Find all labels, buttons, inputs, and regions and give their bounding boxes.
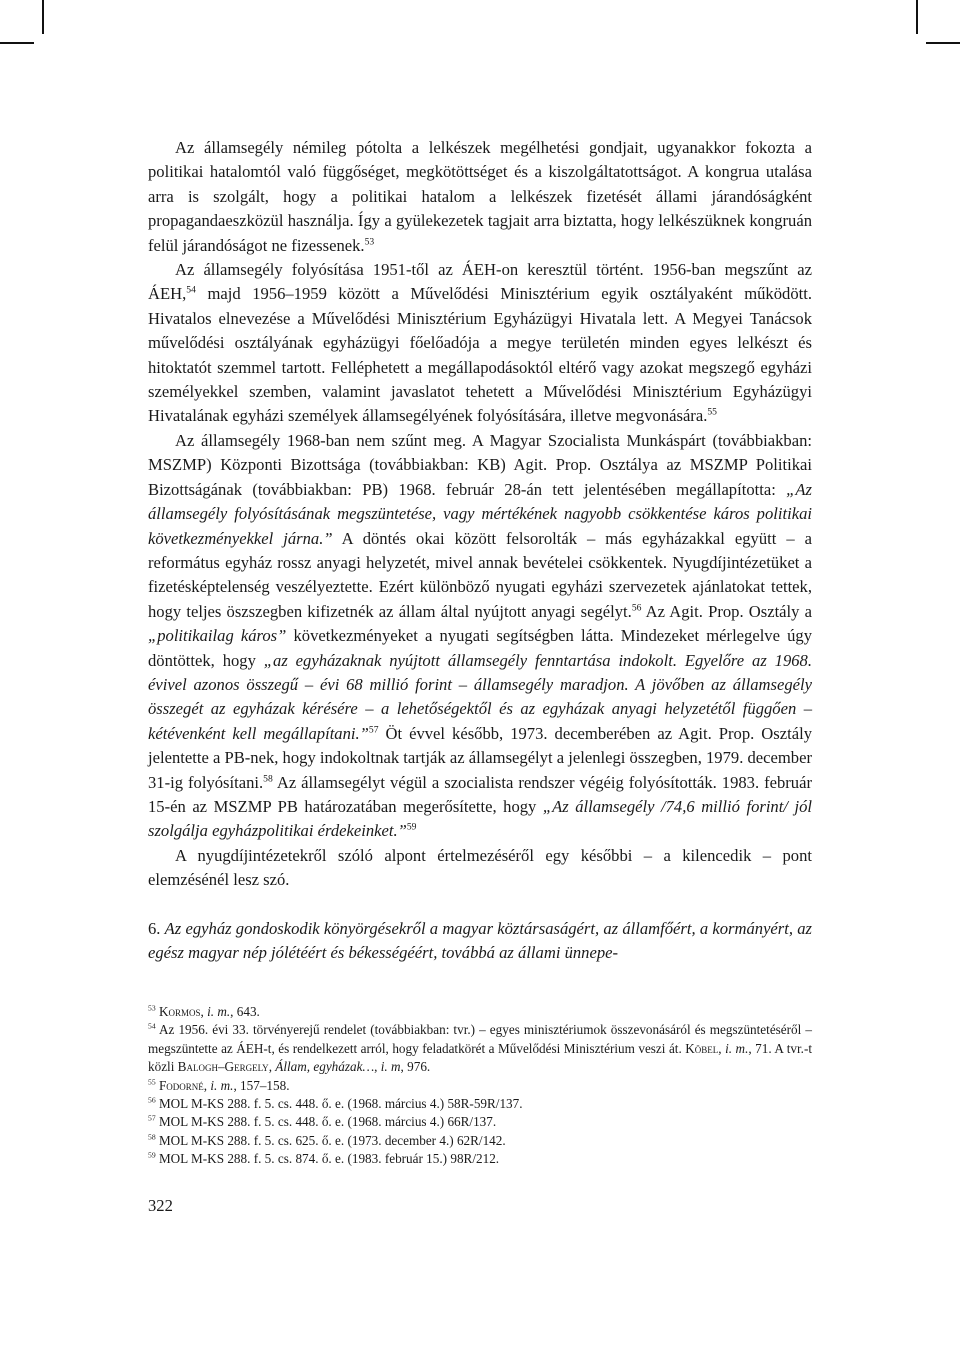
body-text xyxy=(148,136,812,965)
text-run: , xyxy=(200,1004,208,1019)
crop-mark-top-right-vertical xyxy=(916,0,918,34)
paragraph xyxy=(148,136,812,258)
text-run: Az államsegély némileg pótolta a lelkészek megélhetési gondjait, ugyanakkor fokozta a politikai hatalomtól való függőséget, megkötöttséget és a kiszolgáltatottságot. A kongrua utalása arra is szolgált, hogy a politikai hatalom a lelkészek fizetését állami járandóságként propagandaeszközül használja. Így a gyülekezetek tagjait arra biztatta, hogy lelkészüknek kongruán felül járandóságot ne fizessenek. xyxy=(148,138,812,255)
footnote-ref: 54 xyxy=(148,1022,156,1032)
paragraph xyxy=(148,844,812,893)
author-name: Köbel xyxy=(685,1040,719,1056)
text-run: , 157–158. xyxy=(233,1077,290,1093)
italic-text: „az egyházaknak nyújtott államsegély fenntartása indokolt. Egyelőre az 1968. évivel azonos összegű – évi 68 millió forint – államsegély maradjon. A jövőben az államsegély összegét az egyházak kérésére – a lehetőségektől és az egyházak anyagi helyzetétől függően – kétévenként kell megállapítani.” xyxy=(148,650,812,743)
footnote xyxy=(148,1077,812,1095)
text-run: , xyxy=(374,1059,381,1075)
crop-mark-top-left-vertical xyxy=(42,0,44,34)
text-run: , xyxy=(203,1077,211,1093)
text-run: Az Agit. Prop. Osztály a xyxy=(641,601,812,621)
text-run: MOL M-KS 288. f. 5. cs. 625. ő. e. (1973. december 4.) 62R/142. xyxy=(155,1132,506,1148)
text-run: , 71. A tvr.-t közli xyxy=(148,1040,812,1075)
footnotes xyxy=(148,1003,812,1169)
italic-text: „Az államsegély /74,6 millió forint/ jól szolgálja egyházpolitikai érdekeinket.” xyxy=(148,796,812,841)
footnote-ref: 53 xyxy=(364,235,375,247)
footnote xyxy=(148,1003,812,1021)
italic-text: i. m. xyxy=(210,1077,234,1093)
text-run: , xyxy=(718,1040,726,1056)
footnote-ref: 55 xyxy=(707,406,717,418)
text-run: MOL M-KS 288. f. 5. cs. 448. ő. e. (1968. március 4.) 66R/137. xyxy=(155,1114,497,1130)
italic-text: „Az államsegély folyósításának megszüntetése, vagy mértékének nagyobb csökkentése káros politikai következményekkel járna.” xyxy=(148,479,812,548)
paragraph xyxy=(148,429,812,844)
section-heading-paragraph xyxy=(148,917,812,966)
footnote xyxy=(148,1113,812,1131)
footnote-ref: 57 xyxy=(368,724,379,736)
italic-text: Állam, egyházak… xyxy=(275,1059,375,1075)
footnote-ref: 55 xyxy=(148,1077,156,1087)
text-run: Az 1956. évi 33. törvényerejű rendelet (továbbiakban: tvr.) – egyes minisztériumok összevonásáról és megszüntetéséről – megszüntette az ÁEH-t, és rendelkezett arról, hogy feladatkörét a Művelődési Minisztérium veszi át. xyxy=(148,1022,812,1056)
paragraph xyxy=(148,258,812,429)
text-run: majd 1956–1959 között a Művelődési Minisztérium egyik osztályaként működött. Hivatalos elnevezése a Művelődési Minisztérium Egyházügyi Hivatala lett. A Megyei Tanácsok művelődési osztályának egyházügyi főelőadója a megye területén minden egyes lelkészt és hitoktatót szemmel tartott. Felléphetett a megállapodásoktól eltérő vagy azokat megszegő egyházi személyekkel szemben, valamint javaslatot tehetett a Művelődési Minisztérium Egyházügyi Hivatalának egyházi személyek államsegélyének folyósítására, illetve megvonására. xyxy=(148,284,812,426)
footnote xyxy=(148,1021,812,1076)
crop-mark-top-right-horizontal xyxy=(926,42,960,44)
text-run: MOL M-KS 288. f. 5. cs. 874. ő. e. (1983. február 15.) 98R/212. xyxy=(155,1151,500,1167)
text-run: Az államsegélyt végül a szocialista rendszer végéig folyósították. 1983. február 15-én az MSZMP PB határozatában megerősítette, hogy xyxy=(148,772,812,816)
text-run: , 643. xyxy=(230,1004,260,1019)
footnote-ref: 59 xyxy=(148,1150,156,1160)
text-run: Öt évvel később, 1973. decemberében az Agit. Prop. Osztály jelentette a PB-nek, hogy indokoltnak tartják az államsegélyt a jelenlegi összegben, 1979. december 31-ig folyósítani. xyxy=(148,723,812,792)
italic-text: i. m xyxy=(380,1059,401,1075)
footnote-ref: 53 xyxy=(148,1003,156,1013)
italic-text: i. m. xyxy=(207,1004,231,1019)
footnote-ref: 56 xyxy=(148,1095,156,1105)
author-name: Fodorné xyxy=(158,1077,204,1093)
footnote-ref: 54 xyxy=(186,284,196,296)
author-name: Balogh–Gergely xyxy=(177,1059,269,1075)
italic-text: Az egyház gondoskodik könyörgésekről a magyar köztársaságért, az államfőért, a kormányért, az egész magyar nép jólétéért és békességéért, továbbá az állami ünnepe- xyxy=(148,918,812,962)
footnote-ref: 59 xyxy=(406,821,417,833)
text-run: következményeket a nyugati segítségben látta. Mindezeket mérlegelve úgy döntöttek, hogy xyxy=(148,626,812,670)
text-run: 6. xyxy=(148,918,165,938)
footnote-ref: 58 xyxy=(263,772,273,784)
text-run: Az államsegély folyósítása 1951-től az ÁEH-on keresztül történt. 1956-ban megszűnt az ÁEH, xyxy=(148,260,812,304)
text-run: A nyugdíjintézetekről szóló alpont értelmezéséről egy későbbi – a kilencedik – pont elemzésénél lesz szó. xyxy=(148,845,812,890)
footnote xyxy=(148,1150,812,1168)
text-run: Az államsegély 1968-ban nem szűnt meg. A Magyar Szocialista Munkáspárt (továbbiakban: MSZMP) Központi Bizottsága (továbbiakban: KB) Agit. Prop. Osztálya az MSZMP Politikai Bizottságának (továbbiakban: PB) 1968. február 28-án tett jelentésében megállapította: xyxy=(148,430,812,499)
crop-mark-top-left-horizontal xyxy=(0,42,34,44)
italic-text: i. m. xyxy=(725,1040,749,1056)
text-run: MOL M-KS 288. f. 5. cs. 448. ő. e. (1968. március 4.) 58R-59R/137. xyxy=(155,1096,523,1112)
author-name: Kormos xyxy=(158,1004,201,1019)
footnote xyxy=(148,1132,812,1150)
text-run: A döntés okai között felsorolták – más egyházakkal együtt – a református egyház rossz anyagi helyzetét, mivel annak bevételei csökkentek. Nyugdíjintézetüket a fizetésképtelenség veszélyeztette. Ezért különböző nyugati egyházi szervezetek ajánlatokat tettek, hogy teljes öszszegben kifizetnék az állam által nyújtott anyagi segélyt. xyxy=(148,528,812,621)
text-run: , 976. xyxy=(400,1059,431,1075)
footnote xyxy=(148,1095,812,1113)
page-number: 322 xyxy=(148,1196,173,1215)
footnote-ref: 56 xyxy=(631,601,642,613)
footnote-ref: 58 xyxy=(148,1132,156,1142)
text-run: , xyxy=(268,1059,276,1075)
italic-text: „politikailag káros” xyxy=(148,626,287,646)
footnote-ref: 57 xyxy=(148,1114,156,1124)
